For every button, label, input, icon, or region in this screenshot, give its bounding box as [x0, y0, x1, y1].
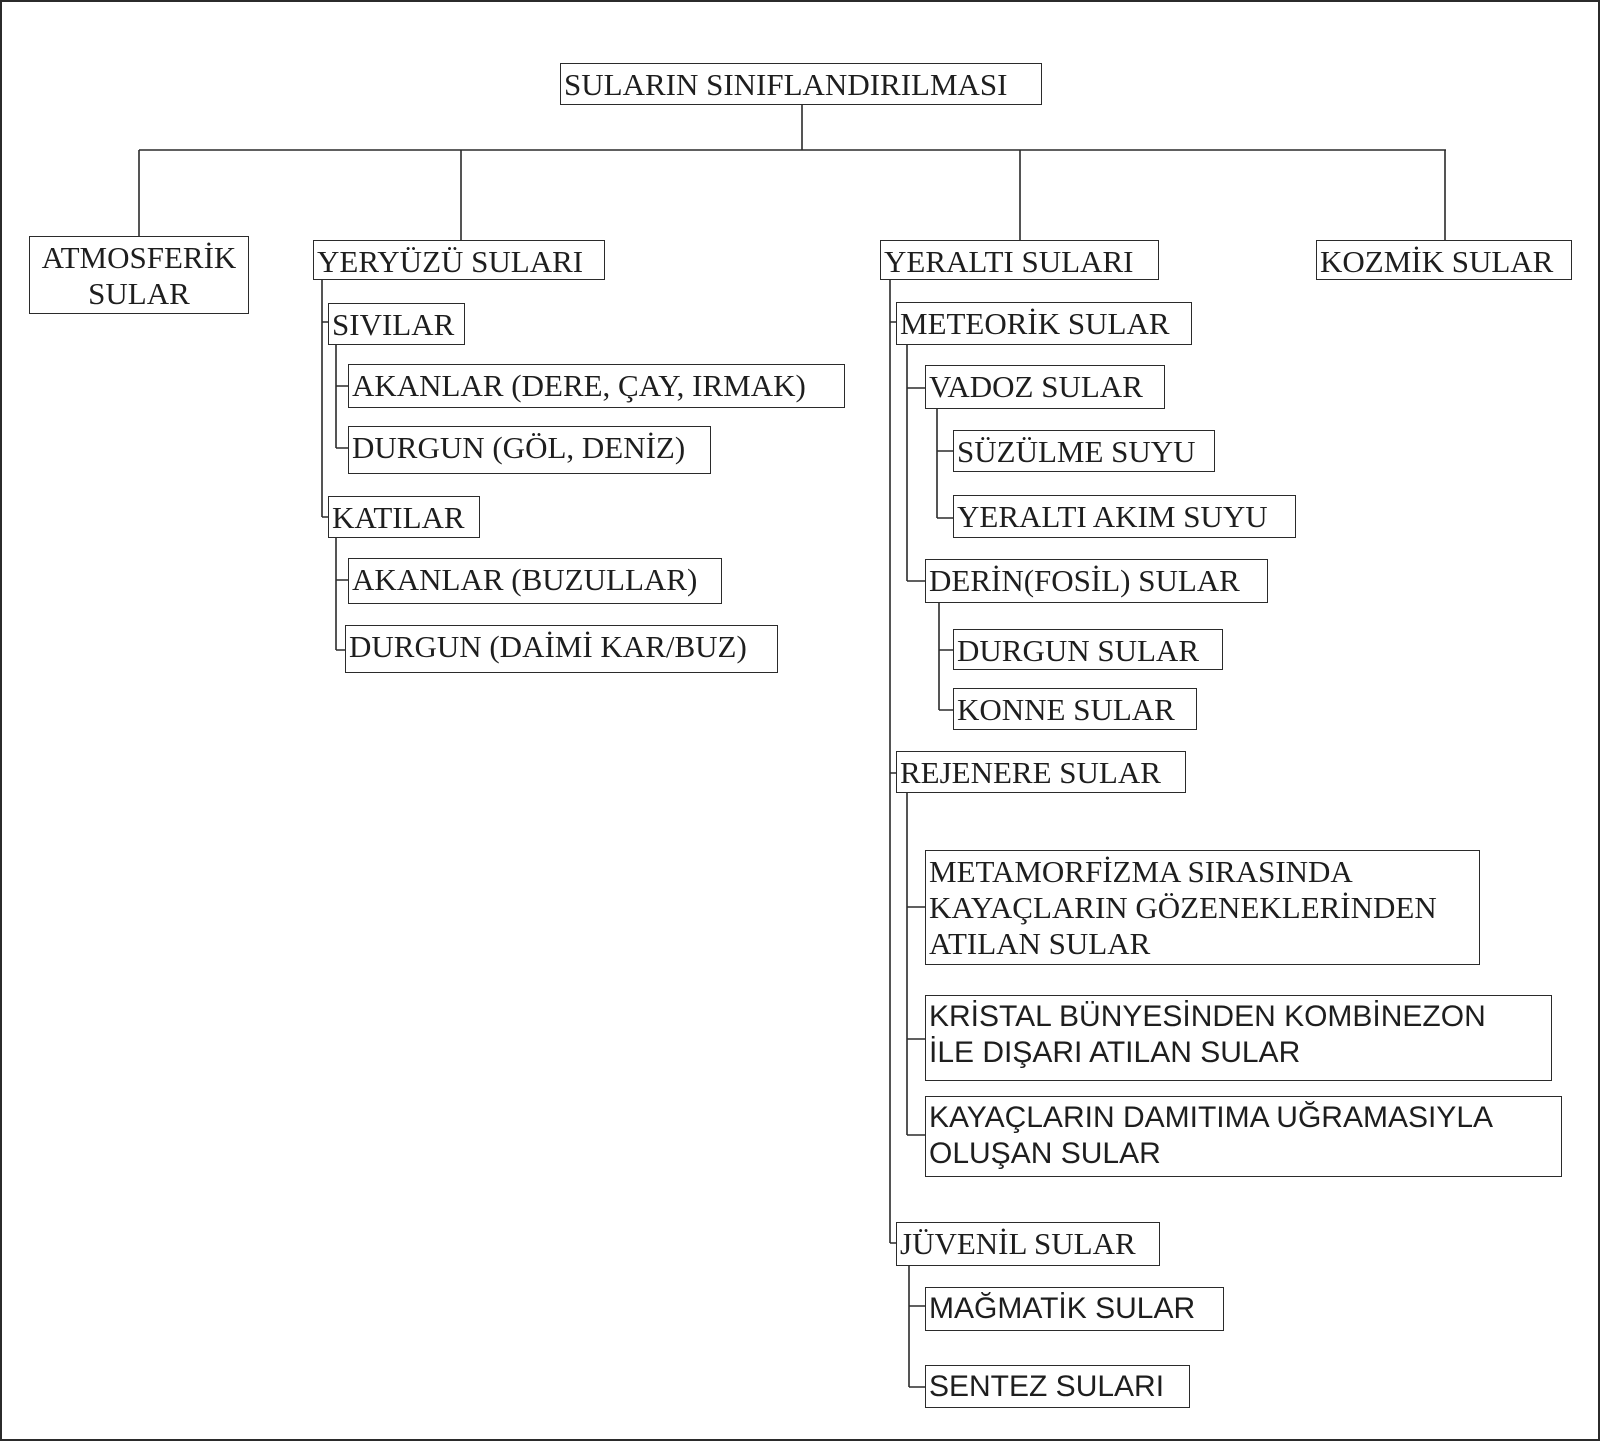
category-atmosferik: ATMOSFERİK SULAR [29, 236, 249, 314]
root-connector [139, 104, 1446, 242]
category-yeryuzu: YERYÜZÜ SULARI [313, 240, 605, 280]
node-rejenere: REJENERE SULAR [896, 751, 1186, 793]
derin-connector [939, 603, 954, 710]
node-sivilar-durgun: DURGUN (GÖL, DENİZ) [348, 426, 711, 474]
category-kozmik: KOZMİK SULAR [1316, 240, 1572, 280]
juvenil-connector [909, 1266, 926, 1387]
node-katilar-durgun: DURGUN (DAİMİ KAR/BUZ) [345, 625, 778, 673]
node-metamorfizma: METAMORFİZMA SIRASINDA KAYAÇLARIN GÖZENEKLERİNDEN ATILAN SULAR [925, 850, 1480, 965]
node-yeralti-akim: YERALTI AKIM SUYU [953, 495, 1296, 538]
node-katilar: KATILAR [328, 496, 480, 538]
meteorik-connector [907, 345, 926, 581]
node-sentez: SENTEZ SULARI [925, 1365, 1190, 1408]
node-sivilar-akanlar: AKANLAR (DERE, ÇAY, IRMAK) [348, 364, 845, 408]
node-juvenil: JÜVENİL SULAR [896, 1222, 1160, 1266]
vadoz-connector [937, 409, 954, 518]
node-katilar-akanlar: AKANLAR (BUZULLAR) [348, 558, 722, 604]
node-magmatik: MAĞMATİK SULAR [925, 1287, 1224, 1331]
category-yeralti: YERALTI SULARI [880, 240, 1159, 280]
node-vadoz: VADOZ SULAR [925, 365, 1165, 409]
node-kristal: KRİSTAL BÜNYESİNDEN KOMBİNEZON İLE DIŞARI ATILAN SULAR [925, 995, 1552, 1081]
root-node: SULARIN SINIFLANDIRILMASI [560, 63, 1042, 105]
node-meteorik: METEORİK SULAR [896, 302, 1192, 345]
node-durgun: DURGUN SULAR [953, 629, 1223, 670]
connector-lines [2, 2, 1600, 1441]
node-damitma: KAYAÇLARIN DAMITIMA UĞRAMASIYLA OLUŞAN SULAR [925, 1096, 1562, 1177]
node-sivilar: SIVILAR [328, 303, 465, 345]
node-derin: DERİN(FOSİL) SULAR [925, 559, 1268, 603]
node-suzulme: SÜZÜLME SUYU [953, 430, 1215, 472]
node-konne: KONNE SULAR [953, 688, 1197, 730]
rejenere-connector [907, 793, 926, 1135]
